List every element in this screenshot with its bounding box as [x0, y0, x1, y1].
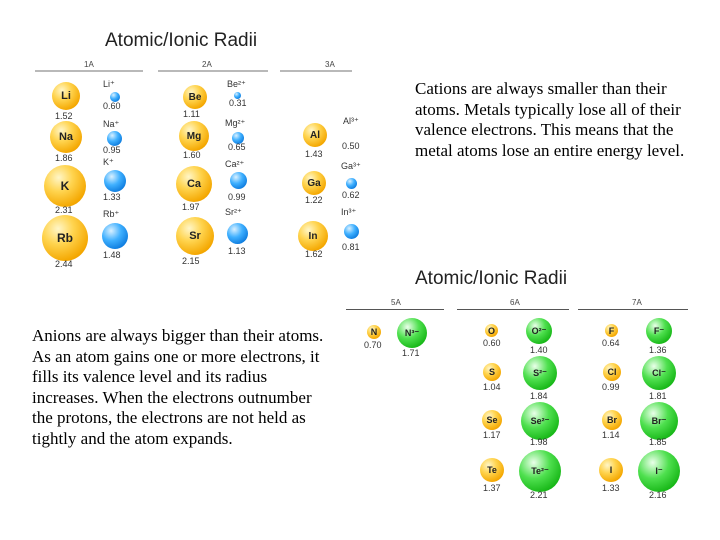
- atom-cl: Cl: [603, 363, 621, 381]
- atom-al: Al: [303, 123, 327, 147]
- atom-rb-radius: 2.44: [55, 259, 73, 269]
- ion-mg-radius: 0.65: [228, 142, 246, 152]
- ion-na-sphere: [107, 131, 122, 146]
- ion-f: F⁻: [646, 318, 672, 344]
- atom-na-radius: 1.86: [55, 153, 73, 163]
- group-2a-line: [158, 70, 268, 72]
- ion-cl: Cl⁻: [642, 356, 676, 390]
- atom-te-radius: 1.37: [483, 483, 501, 493]
- atom-in: In: [298, 221, 328, 251]
- ion-k-label: K⁺: [103, 157, 114, 167]
- figure2-title: Atomic/Ionic Radii: [415, 268, 568, 289]
- atom-s-radius: 1.04: [483, 382, 501, 392]
- atom-se: Se: [482, 410, 502, 430]
- atom-i: I: [599, 458, 623, 482]
- group-7a-label: 7A: [632, 298, 642, 307]
- atom-sr: Sr: [176, 217, 214, 255]
- ion-rb-label: Rb⁺: [103, 209, 120, 219]
- ion-f-radius: 1.36: [649, 345, 667, 355]
- ion-ca-label: Ca²⁺: [225, 159, 245, 169]
- ion-se2-radius: 1.98: [530, 437, 548, 447]
- ion-ca-sphere: [230, 172, 247, 189]
- atom-n-radius: 0.70: [364, 340, 382, 350]
- atom-te: Te: [480, 458, 504, 482]
- ion-na-label: Na⁺: [103, 119, 120, 129]
- ion-i-radius: 2.16: [649, 490, 667, 500]
- ion-in-sphere: [344, 224, 359, 239]
- atom-al-radius: 1.43: [305, 149, 323, 159]
- atom-o-radius: 0.60: [483, 338, 501, 348]
- ion-i: I⁻: [638, 450, 680, 492]
- atom-ca: Ca: [176, 166, 212, 202]
- ion-ca-radius: 0.99: [228, 192, 246, 202]
- atom-k: K: [44, 165, 86, 207]
- atom-br-radius: 1.14: [602, 430, 620, 440]
- ion-li-label: Li⁺: [103, 79, 115, 89]
- group-3a-label: 3A: [325, 60, 335, 69]
- atom-be-radius: 1.11: [183, 109, 200, 119]
- ion-mg-label: Mg²⁺: [225, 118, 246, 128]
- ion-n3: N³⁻: [397, 318, 427, 348]
- atom-in-radius: 1.62: [305, 249, 323, 259]
- atom-ga-radius: 1.22: [305, 195, 323, 205]
- atom-na: Na: [50, 121, 82, 153]
- ion-in-label: In³⁺: [341, 207, 357, 217]
- ion-ga-radius: 0.62: [342, 190, 360, 200]
- atom-f-radius: 0.64: [602, 338, 620, 348]
- atom-mg-radius: 1.60: [183, 150, 201, 160]
- anion-radii-figure: [340, 266, 692, 506]
- ion-o2-radius: 1.40: [530, 345, 548, 355]
- atom-rb: Rb: [42, 215, 88, 261]
- ion-k-radius: 1.33: [103, 192, 121, 202]
- cations-explanation-text: Cations are always smaller than their atoms. Metals typically lose all of their valence electrons. This means that the metal atoms lose an entire energy level.: [415, 79, 685, 160]
- atom-o: O: [485, 324, 498, 337]
- ion-be-label: Be²⁺: [227, 79, 246, 89]
- ion-k-sphere: [104, 170, 126, 192]
- atom-se-radius: 1.17: [483, 430, 501, 440]
- group-6a-label: 6A: [510, 298, 520, 307]
- atom-li-radius: 1.52: [55, 111, 73, 121]
- group-5a-line: [346, 309, 444, 310]
- atom-n: N: [367, 325, 381, 339]
- ion-cl-radius: 1.81: [649, 391, 667, 401]
- ion-ga-sphere: [346, 178, 357, 189]
- atom-li: Li: [52, 82, 80, 110]
- ion-be-radius: 0.31: [229, 98, 247, 108]
- ion-na-radius: 0.95: [103, 145, 121, 155]
- ion-al-radius: 0.50: [342, 141, 360, 151]
- group-1a-label: 1A: [84, 60, 94, 69]
- atom-ga: Ga: [302, 171, 326, 195]
- cation-radii-figure: [30, 28, 361, 273]
- ion-te2-radius: 2.21: [530, 490, 548, 500]
- ion-sr-radius: 1.13: [228, 246, 246, 256]
- ion-rb-radius: 1.48: [103, 250, 121, 260]
- group-7a-line: [578, 309, 688, 310]
- atom-ca-radius: 1.97: [182, 202, 200, 212]
- ion-in-radius: 0.81: [342, 242, 360, 252]
- group-2a-label: 2A: [202, 60, 212, 69]
- group-3a-line: [280, 70, 352, 72]
- atom-s: S: [483, 363, 501, 381]
- ion-o2: O²⁻: [526, 318, 552, 344]
- ion-al-label: Al³⁺: [343, 116, 359, 126]
- atom-i-radius: 1.33: [602, 483, 620, 493]
- atom-k-radius: 2.31: [55, 205, 73, 215]
- ion-te2: Te²⁻: [519, 450, 561, 492]
- ion-s2-radius: 1.84: [530, 391, 548, 401]
- atom-f: F: [605, 324, 618, 337]
- ion-n3-radius: 1.71: [402, 348, 420, 358]
- ion-sr-label: Sr²⁺: [225, 207, 242, 217]
- ion-se2: Se²⁻: [521, 402, 559, 440]
- atom-be: Be: [183, 85, 207, 109]
- ion-br: Br⁻: [640, 402, 678, 440]
- group-5a-label: 5A: [391, 298, 401, 307]
- atom-sr-radius: 2.15: [182, 256, 200, 266]
- anions-explanation-text: Anions are always bigger than their atoms. As an atom gains one or more electrons, it fills its valence level and its radius increases. When the electrons outnumber the protons, the electrons are not held as tightly and the atom expands.: [32, 326, 324, 448]
- atom-mg: Mg: [179, 121, 209, 151]
- atom-br: Br: [602, 410, 622, 430]
- ion-s2: S²⁻: [523, 356, 557, 390]
- ion-sr-sphere: [227, 223, 248, 244]
- figure1-title: Atomic/Ionic Radii: [105, 30, 258, 51]
- group-1a-line: [35, 70, 143, 72]
- ion-li-radius: 0.60: [103, 101, 121, 111]
- ion-br-radius: 1.85: [649, 437, 667, 447]
- ion-rb-sphere: [102, 223, 128, 249]
- atom-cl-radius: 0.99: [602, 382, 620, 392]
- ion-ga-label: Ga³⁺: [341, 161, 361, 171]
- group-6a-line: [457, 309, 569, 310]
